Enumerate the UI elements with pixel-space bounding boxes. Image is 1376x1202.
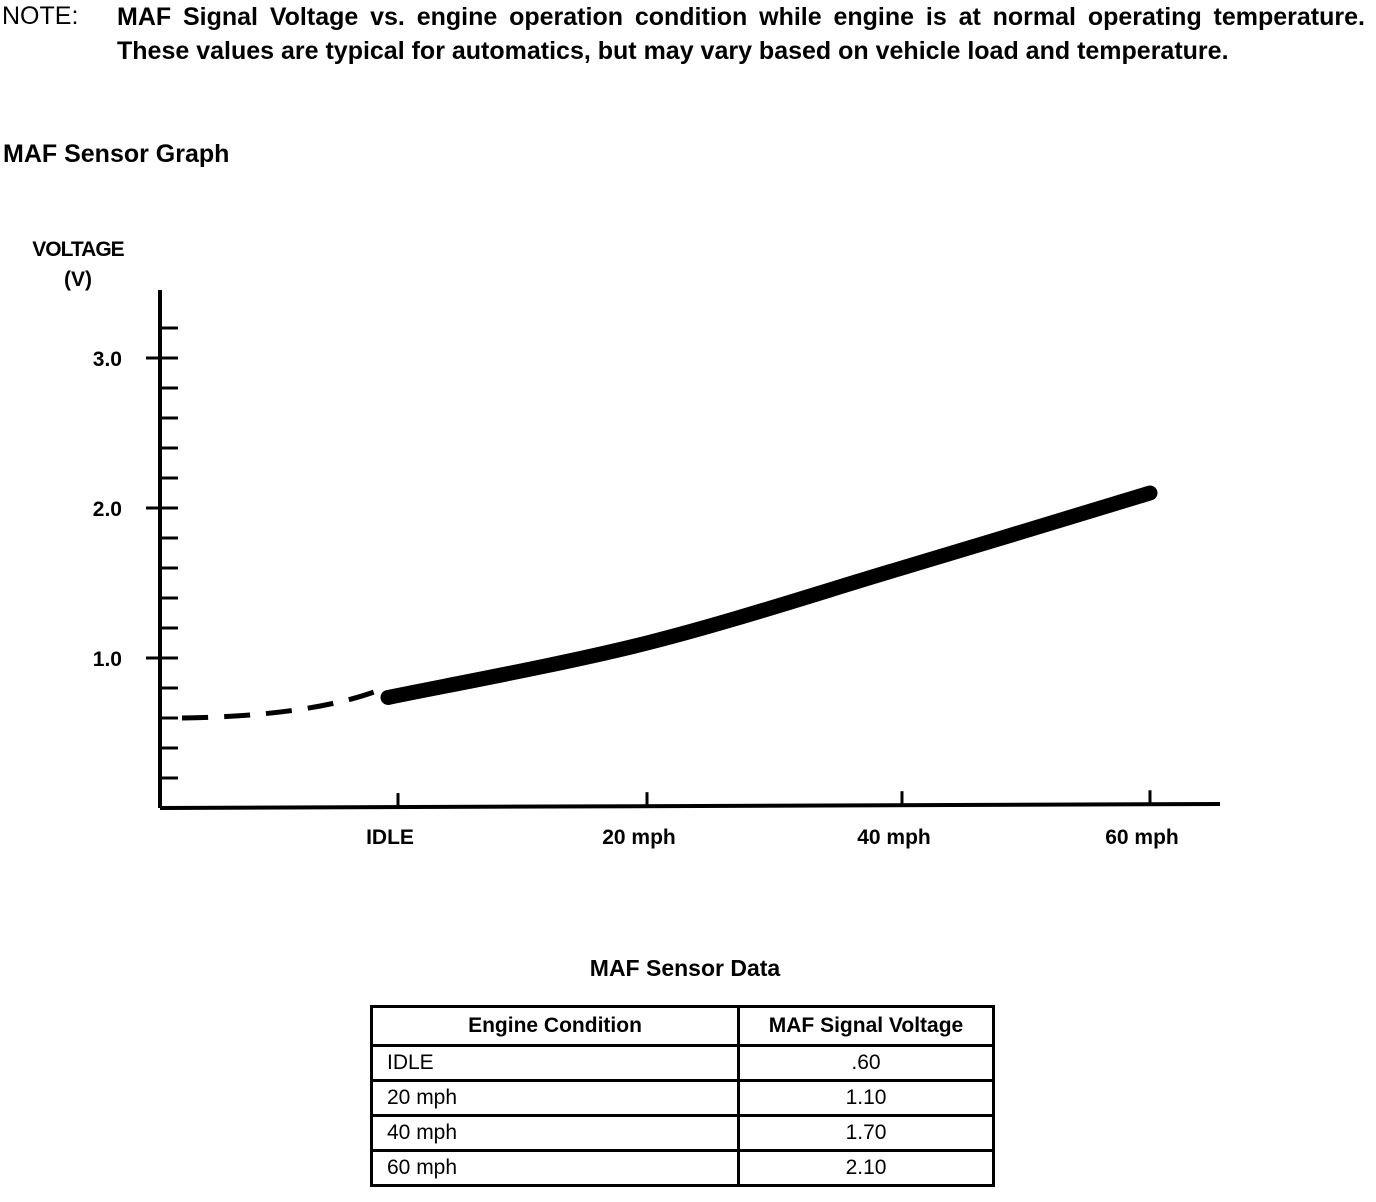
note-text: MAF Signal Voltage vs. engine operation condition while engine is at normal operating temperature. These values are typical for automatics, but may vary based on vehicle load and temperature. xyxy=(117,3,1365,65)
y-tick-label: 2.0 xyxy=(92,498,122,521)
cell-condition: 40 mph xyxy=(372,1116,739,1151)
maf-voltage-line xyxy=(388,493,1150,698)
y-axis-label-line2: (V) xyxy=(64,268,92,291)
table-row xyxy=(372,1046,994,1081)
chart-axes xyxy=(160,290,1220,808)
cell-condition: IDLE xyxy=(372,1046,739,1081)
header-maf-signal-voltage: MAF Signal Voltage xyxy=(739,1007,994,1046)
y-tick-label: 3.0 xyxy=(92,348,122,371)
cell-voltage: 2.10 xyxy=(739,1151,994,1186)
chart-ticks xyxy=(146,328,1150,807)
table-row xyxy=(372,1151,994,1186)
maf-data-table xyxy=(370,1005,995,1187)
x-axis xyxy=(160,804,1220,808)
chart-tick-labels xyxy=(93,348,1179,849)
table-row xyxy=(372,1081,994,1116)
cell-condition: 60 mph xyxy=(372,1151,739,1186)
x-tick-label: 60 mph xyxy=(1105,826,1179,849)
cell-voltage: .60 xyxy=(739,1046,994,1081)
x-tick-label: 20 mph xyxy=(602,826,676,849)
note-label: NOTE: xyxy=(2,2,79,30)
table-title: MAF Sensor Data xyxy=(589,955,781,981)
graph-title: MAF Sensor Graph xyxy=(3,140,230,168)
dashed-lead-in-line xyxy=(182,691,378,719)
y-axis-label-line1: VOLTAGE xyxy=(32,238,124,261)
x-tick-label: 40 mph xyxy=(857,826,931,849)
table-row xyxy=(372,1116,994,1151)
y-tick-label: 1.0 xyxy=(92,648,122,671)
chart-series xyxy=(182,493,1150,718)
header-engine-condition: Engine Condition xyxy=(372,1007,739,1046)
table-header-row xyxy=(372,1007,994,1046)
cell-voltage: 1.70 xyxy=(739,1116,994,1151)
x-tick-label: IDLE xyxy=(366,826,414,849)
cell-voltage: 1.10 xyxy=(739,1081,994,1116)
maf-sensor-chart xyxy=(0,220,1260,860)
cell-condition: 20 mph xyxy=(372,1081,739,1116)
